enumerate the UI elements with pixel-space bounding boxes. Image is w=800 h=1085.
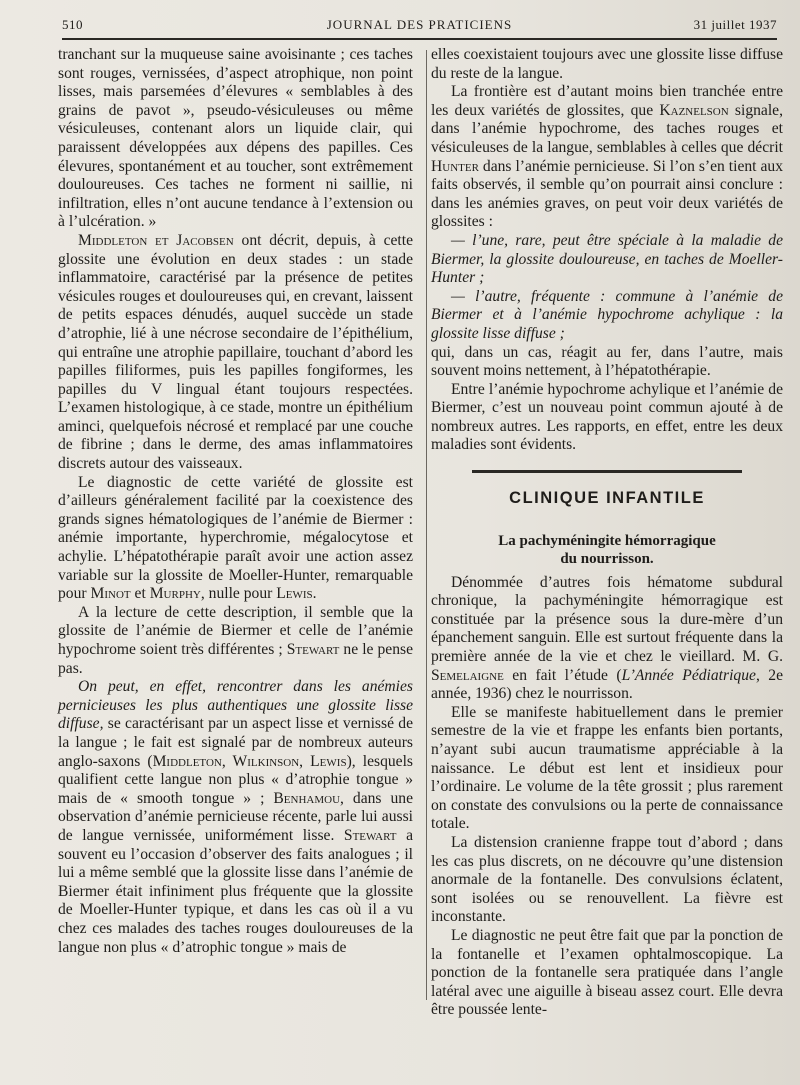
paragraph xyxy=(58,604,413,678)
paragraph: La distension cranienne frappe tout d’abord ; dans les cas plus discrets, on ne découvre qu’une distension anormale de la fontanelle. Des convulsions éclatent, sont isolées ou se renouvellent. La fièvre est inconstante. xyxy=(431,833,783,926)
paragraph-text: La frontière est d’autant moins bien tranchée entre les deux variétés de glossites, que xyxy=(431,83,783,119)
paragraph-text: Dénommée d’autres fois hématome subdural chronique, la pachyméningite hémorragique est constituée par la présence sous la dure-mère d’un épanchement sanguin. Elle est surtout fréquente dans la première année de la vie et chez le vieillard. M. G. xyxy=(431,573,783,666)
author-name: Stewart xyxy=(343,826,397,844)
italic-emphasis: On peut, en effet, rencontrer dans les anémies pernicieuses les plus authentiques une glossite lisse diffuse, xyxy=(58,678,413,733)
paragraph xyxy=(58,474,413,604)
issue-date: 31 juillet 1937 xyxy=(693,17,777,32)
paragraph-text: , 2e année, 1936) chez le nourrisson. xyxy=(431,666,784,703)
author-name: Kaznelson xyxy=(659,101,729,119)
page-number: 510 xyxy=(62,17,83,32)
paragraph xyxy=(431,574,783,704)
journal-title: JOURNAL DES PRATICIENS xyxy=(326,17,513,32)
paragraph xyxy=(431,83,783,232)
paragraph-text: et xyxy=(130,585,150,603)
author-name: Minot xyxy=(90,585,131,603)
author-names: Middleton, Wilkinson, Lewis xyxy=(152,752,347,770)
paragraph-text: dans l’anémie pernicieuse. Si l’on s’en tient aux faits observés, il semble qu’on pourrait ainsi conclure : dans les anémies graves, on peut voir deux variétés de glossites : xyxy=(431,157,783,231)
paragraph: qui, dans un cas, réagit au fer, dans l’autre, mais souvent moins nettement, à l’hépatothérapie. xyxy=(431,343,783,380)
header-rule xyxy=(62,38,777,40)
paragraph-text: ), lesquels qualifient cette langue non plus « d’atrophie tongue » mais de « smooth tongue » ; xyxy=(58,752,413,807)
paragraph-text: Le diagnostic de cette variété de glossite est d’ailleurs généralement facilité par la coexistence des grands signes hématologiques de l’anémie de Biermer : anémie importante, hyperchromie, mégalocytose et achylie. L’hépatothérapie paraît avoir une action assez variable sur la glossite de Moeller-Hunter, remarquable pour xyxy=(58,473,413,603)
paragraph xyxy=(58,678,413,957)
paragraph-text: signale, dans l’anémie hypochrome, des taches rouges et vésiculeuses de la langue, semblables à celles que décrit xyxy=(431,101,783,156)
paragraph-text: , nulle pour xyxy=(200,585,277,603)
left-column xyxy=(58,46,413,957)
paragraph xyxy=(58,232,413,474)
author-name: Benhamou xyxy=(273,789,341,807)
right-column xyxy=(431,46,783,1020)
paragraph: — l’une, rare, peut être spéciale à la maladie de Biermer, la glossite douloureuse, en taches de Moeller-Hunter ; xyxy=(431,231,783,287)
paragraph: Le diagnostic ne peut être fait que par la ponction de la fontanelle et l’examen ophtalmoscopique. La ponction de la fontanelle sera pratiquée dans l’angle latéral avec une aiguille à biseau assez court. Elle devra être poussée lente- xyxy=(431,926,783,1019)
section-separator xyxy=(472,470,742,473)
paragraph-text: . xyxy=(312,585,317,603)
author-name: Semelaigne xyxy=(431,666,504,684)
article-title-line: du nourrisson. xyxy=(560,550,654,567)
running-header xyxy=(62,17,777,37)
paragraph: — l’autre, fréquente : commune à l’anémie de Biermer et à l’anémie hypochrome achylique : la glossite lisse diffuse ; xyxy=(431,287,783,342)
paragraph-text: en fait l’étude ( xyxy=(503,666,622,684)
paragraph-text: , dans une observation d’anémie pernicieuse récente, parle lui aussi de langue vernissée, uniformément lisse. xyxy=(58,789,414,844)
paragraph: Elle se manifeste habituellement dans le premier semestre de la vie et frappe les enfants bien portants, n’ayant subi aucun traumatisme appréciable à la naissance. Le début est lent et insidieux pour l’ordinaire. Le volume de la tête grossit ; plus rarement on constate des convulsions ou la perte de connaissance totale. xyxy=(431,703,783,833)
paragraph-text: ont décrit, depuis, à cette glossite une évolution en deux stades : un stade inflammatoire, caractérisé par la présence de petites vésicules rouges et douloureuses qui, en crevant, laissent de petits espaces dénudés, auquel succède un stade d’atrophie, lié à une nécrose secondaire de l’épithélium, qui entraîne une atrophie papillaire, touchant d’abord les papilles filiformes, puis les papilles fongiformes, les papilles du V lingual étant toujours respectées. L’examen histologique, à ce stade, montre un épithélium aminci, quelquefois nécrosé et remplacé par une couche de fibrine ; dans le derme, des amas inflammatoires discrets autour des vaisseaux. xyxy=(58,231,413,473)
paragraph: tranchant sur la muqueuse saine avoisinante ; ces taches sont rouges, vernissées, d’aspect atrophique, non point lisses, mais parsemées d’élevures « semblables à des grains de pavot », pseudo-vésiculeuses ou même vésiculeuses, contenant alors un liquide clair, qui paraissent développées aux dépens des papilles. Ces élevures, spontanément et au toucher, sont extrêmement douloureuses. Ces taches ne forment ni saillie, ni infiltration, elles n’ont aucune tendance à l’extension ou à l’ulcération. » xyxy=(58,46,413,231)
author-name: Hunter xyxy=(431,157,479,175)
article-title-line: La pachyméningite hémorragique xyxy=(498,532,716,549)
article-title xyxy=(431,532,783,568)
paragraph-text: A la lecture de cette description, il semble que la glossite de l’anémie de Biermer et celle de l’anémie hypochrome soient très différentes ; xyxy=(58,603,413,658)
paragraph: elles coexistaient toujours avec une glossite lisse diffuse du reste de la langue. xyxy=(431,46,783,82)
author-name: Lewis xyxy=(276,585,313,603)
author-name: Stewart xyxy=(286,641,340,658)
paragraph-text: se caractérisant par un aspect lisse et vernissé de la langue ; le fait est signalé par de nombreux auteurs anglo-saxons ( xyxy=(58,715,413,770)
column-divider xyxy=(426,50,427,1000)
journal-reference: L’Année Pédiatrique xyxy=(621,666,756,684)
author-names: Middleton et Jacobsen xyxy=(78,231,234,249)
author-name: Murphy xyxy=(149,585,201,603)
paragraph-text: ne le pense pas. xyxy=(58,641,414,677)
paragraph: Entre l’anémie hypochrome achylique et l’anémie de Biermer, c’est un nouveau point commun ajouté à de nombreux autres. Les rapports, en effet, entre les deux maladies sont évidents. xyxy=(431,380,783,454)
paragraph-text: a souvent eu l’occasion d’observer des faits analogues ; il lui a même semblé que la glossite lisse dans l’anémie de Biermer était infiniment plus fréquente que la glossite de Moeller-Hunter typique, et dans les cas où il a vu chez ces malades des taches rouges douloureuses de la langue non plus « d’atrophic tongue » mais de xyxy=(58,826,413,956)
section-heading: CLINIQUE INFANTILE xyxy=(509,489,705,508)
